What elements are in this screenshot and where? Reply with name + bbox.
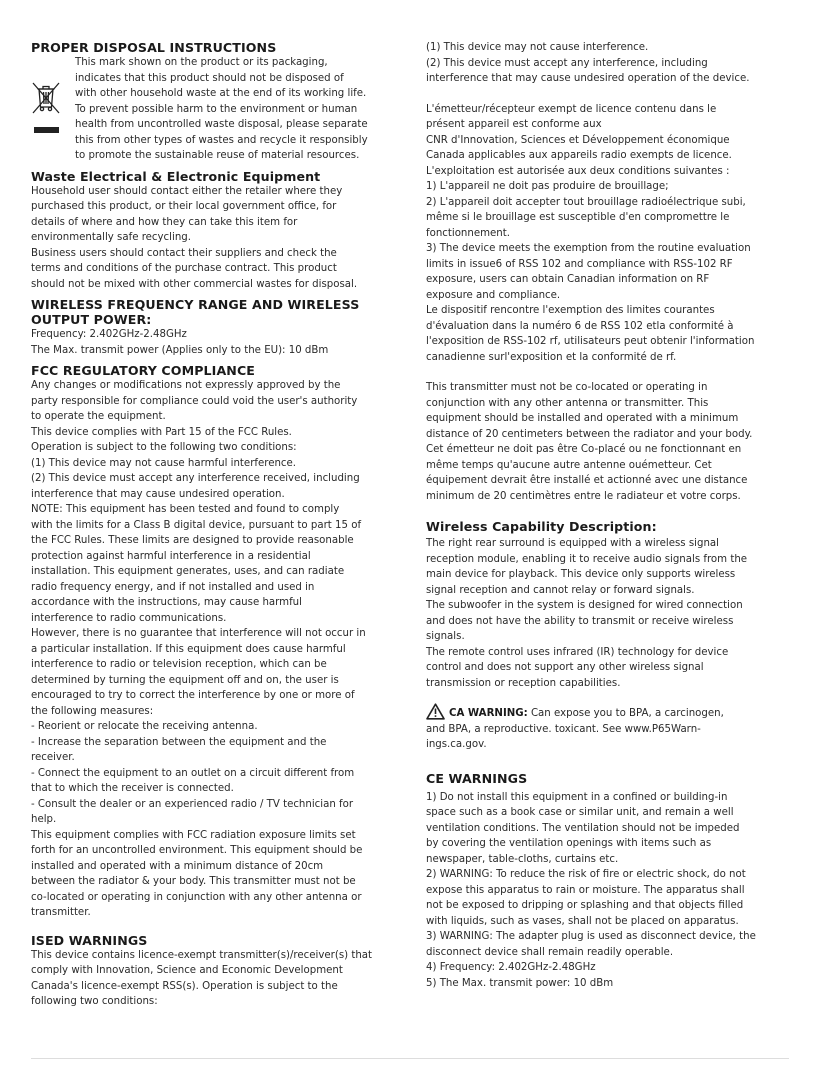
text-line: 1) Do not install this equipment in a confined or building-in (426, 791, 728, 803)
text-line: interference that may cause undesired operation of the device. (426, 73, 750, 84)
text-line: (1) This device may not cause interference. (426, 42, 649, 53)
text-line: To prevent possible harm to the environment or human (75, 103, 358, 115)
text-line: Household user should contact either the retailer where they (31, 185, 343, 197)
text-line: minimum de 20 centimètres entre le radiateur et votre corps. (426, 490, 741, 502)
text-line: (2) This device must accept any interference, including (426, 57, 708, 69)
text-line: interference that may cause undesired operation. (31, 488, 285, 500)
text-line: Any changes or modifications not expressly approved by the (31, 380, 341, 391)
text-line: environmentally safe recycling. (31, 232, 191, 243)
page-bottom-rule (31, 1058, 789, 1059)
text-line: 3) WARNING: The adapter plug is used as disconnect device, the (426, 931, 756, 942)
text-line: The right rear surround is equipped with a wireless signal (426, 538, 719, 549)
text-line: - Connect the equipment to an outlet on a circuit different from (31, 767, 355, 779)
text-line: main device for playback. This device only supports wireless (426, 569, 736, 580)
text-line: installation. This equipment generates, uses, and can radiate (31, 566, 345, 577)
ca-warning (426, 703, 788, 753)
text-line: transmitter. (31, 907, 91, 918)
text-line: comply with Innovation, Science and Economic Development (31, 965, 343, 976)
text-line: with other household waste at the end of its working life. (75, 88, 367, 99)
text-line: The Max. transmit power (Applies only to the EU): 10 dBm (31, 344, 329, 356)
text-line: même temps qu'aucune autre antenne ouémetteur. Cet (426, 459, 712, 471)
text-line: - Reorient or relocate the receiving antenna. (31, 721, 258, 732)
text-line: with liquids, such as vases, shall not be placed on apparatus. (426, 915, 739, 927)
frequency-heading-2: OUTPUT POWER: (31, 312, 152, 327)
left-column (31, 40, 399, 1010)
text-line: exposure and compliance. (426, 289, 561, 301)
text-line: to operate the equipment. (31, 411, 166, 422)
text-line: d'évaluation dans la numéro 6 de RSS 102 etla conformité à (426, 320, 734, 332)
text-line: This equipment complies with FCC radiation exposure limits set (31, 829, 356, 841)
text-line: help. (31, 814, 57, 825)
text-line: a particular installation. If this equipment does cause harmful (31, 643, 346, 655)
text-line: equipment should be installed and operated with a minimum (426, 413, 739, 424)
text-line: (2) This device must accept any interference received, including (31, 473, 360, 484)
text-line: limits in issue6 of RSS 102 and compliance with RSS-102 RF (426, 258, 733, 270)
disposal-text (75, 55, 399, 164)
text-line: that to which the receiver is connected. (31, 783, 234, 794)
text-line: CNR d'Innovation, Sciences et Développement économique (426, 134, 730, 146)
text-line: distance of 20 centimeters between the radiator and your body. (426, 428, 753, 440)
text-line: transmission or reception capabilities. (426, 677, 621, 689)
text-line: 2) WARNING: To reduce the risk of fire or electric shock, do not (426, 869, 746, 880)
text-line: The remote control uses infrared (IR) technology for device (426, 646, 729, 658)
text-line: 5) The Max. transmit power: 10 dBm (426, 977, 614, 989)
text-line: Le dispositif rencontre l'exemption des limites courantes (426, 305, 715, 316)
text-line: - Consult the dealer or an experienced radio / TV technician for (31, 798, 354, 810)
text-line: 3) The device meets the exemption from the routine evaluation (426, 243, 751, 254)
text-line: l'exposition de RSS-102 rf, utilisateurs peut obtenir l'information (426, 336, 755, 347)
frequency-heading: WIRELESS FREQUENCY RANGE AND WIRELESS (31, 297, 360, 312)
right-column (426, 40, 788, 991)
text-line: Canada's licence-exempt RSS(s). Operation is subject to the (31, 980, 338, 992)
text-line: This transmitter must not be co-located or operating in (426, 382, 708, 393)
text-line: ings.ca.gov. (426, 739, 487, 750)
text-line: signals. (426, 631, 465, 642)
ised-heading: ISED WARNINGS (31, 932, 148, 948)
text-line: Canada applicables aux appareils radio exempts de licence. (426, 150, 732, 161)
french-section (426, 102, 788, 366)
text-line: This mark shown on the product or its packaging, (75, 57, 328, 68)
text-line: interference to radio communications. (31, 612, 227, 624)
text-line: disconnect device shall remain readily operable. (426, 946, 674, 958)
text-line: - Increase the separation between the equipment and the (31, 736, 327, 748)
text-line: forth for an uncontrolled environment. This equipment should be (31, 845, 363, 856)
ce-heading: CE WARNINGS (426, 770, 528, 786)
text-line: should not be mixed with other commercial wastes for disposal. (31, 278, 358, 290)
text-line: équipement devrait être installé et actionné avec une distance (426, 475, 748, 486)
text-line: This device complies with Part 15 of the FCC Rules. (31, 426, 292, 438)
text-line: ventilation conditions. The ventilation should not be impeded (426, 822, 740, 834)
text-line: canadienne surl'exposition et la conformité de rf. (426, 351, 677, 363)
text-line: L'exploitation est autorisée aux deux conditions suivantes : (426, 165, 730, 177)
text-line: (1) This device may not cause harmful interference. (31, 457, 297, 469)
text-line: between the radiator & your body. This transmitter must not be (31, 876, 356, 887)
text-line: terms and conditions of the purchase contract. This product (31, 263, 337, 274)
text-line: expose this apparatus to rain or moisture. The apparatus shall (426, 884, 745, 896)
text-line: details of where and how they can take this item for (31, 216, 298, 228)
text-line: to promote the sustainable reuse of material resources. (75, 150, 360, 161)
text-line: and BPA, a reproductive. toxicant. See www.P65Warn- (426, 723, 701, 735)
text-line: space such as a book case or similar unit, and remain a well (426, 807, 734, 818)
text-line: control and does not support any other wireless signal (426, 662, 704, 673)
disposal-heading: PROPER DISPOSAL INSTRUCTIONS (31, 40, 277, 55)
text-line: receiver. (31, 752, 75, 763)
crossed-out-wheelie-bin-icon (31, 77, 61, 143)
text-line: fonctionnement. (426, 227, 510, 239)
text-line: This device contains licence-exempt transmitter(s)/receiver(s) that (31, 949, 373, 961)
text-line: newspaper, table-cloths, curtains etc. (426, 853, 619, 865)
text-line: interference to radio or television reception, which can be (31, 659, 327, 670)
text-line: However, there is no guarantee that interference will not occur in (31, 628, 366, 639)
ca-warning-text: Can expose you to BPA, a carcinogen, (527, 708, 724, 719)
text-line: the FCC Rules. These limits are designed to provide reasonable (31, 535, 354, 546)
text-line: Business users should contact their suppliers and check the (31, 247, 337, 259)
text-line: not be exposed to dripping or splashing and that objects filled (426, 900, 744, 911)
text-line: installed and operated with a minimum distance of 20cm (31, 860, 324, 872)
text-line: même si le brouillage est susceptible d'en compromettre le (426, 212, 730, 223)
text-line: and does not have the ability to transmit or receive wireless (426, 615, 734, 627)
ca-warning-label: CA WARNING: (449, 708, 528, 719)
disposal-section (31, 55, 399, 164)
text-line: purchased this product, or their local government office, for (31, 201, 337, 212)
text-line: by covering the ventilation openings with items such as (426, 838, 712, 849)
wireless-heading: Wireless Capability Description: (426, 519, 657, 534)
text-line: présent appareil est conforme aux (426, 119, 602, 130)
text-line: conjunction with any other antenna or transmitter. This (426, 397, 709, 409)
text-line: 1) L'appareil ne doit pas produire de brouillage; (426, 181, 669, 192)
text-line: NOTE: This equipment has been tested and found to comply (31, 504, 340, 515)
text-line: co-located or operating in conjunction with any other antenna or (31, 891, 362, 903)
text-line: Operation is subject to the following two conditions: (31, 442, 297, 453)
text-line: 4) Frequency: 2.402GHz-2.48GHz (426, 962, 596, 973)
colocation-section (426, 380, 788, 504)
weee-heading: Waste Electrical & Electronic Equipment (31, 168, 321, 184)
text-line: signal reception and cannot relay or forward signals. (426, 584, 695, 596)
text-line: L'émetteur/récepteur exempt de licence contenu dans le (426, 103, 717, 115)
text-line: Frequency: 2.402GHz-2.48GHz (31, 329, 187, 340)
ca-warning-line (426, 703, 788, 722)
text-line: party responsible for compliance could void the user's authority (31, 395, 358, 407)
text-line: indicates that this product should not be disposed of (75, 72, 344, 84)
text-line: Cet émetteur ne doit pas être Co-placé ou ne fonctionnant en (426, 444, 742, 455)
warning-triangle-icon (426, 703, 445, 720)
text-line: this from other types of wastes and recycle it responsibly (75, 134, 368, 146)
text-line: encouraged to try to correct the interference by one or more of (31, 690, 355, 701)
text-line: determined by turning the equipment off and on, the user is (31, 674, 339, 686)
text-line: with the limits for a Class B digital device, pursuant to part 15 of (31, 519, 362, 531)
text-line: health from uncontrolled waste disposal, please separate (75, 119, 368, 130)
text-line: reception module, enabling it to receive audio signals from the (426, 553, 748, 565)
text-line: accordance with the instructions, may cause harmful (31, 597, 302, 608)
text-line: 2) L'appareil doit accepter tout brouillage radioélectrique subi, (426, 196, 746, 208)
text-line: The subwoofer in the system is designed for wired connection (426, 600, 743, 611)
text-line: the following measures: (31, 705, 154, 717)
text-line: following two conditions: (31, 996, 158, 1007)
text-line: protection against harmful interference in a residential (31, 550, 311, 562)
text-line: radio frequency energy, and if not installed and used in (31, 581, 315, 593)
text-line: exposure, users can obtain Canadian information on RF (426, 274, 710, 285)
fcc-text (31, 378, 399, 921)
fcc-heading: FCC REGULATORY COMPLIANCE (31, 363, 255, 378)
